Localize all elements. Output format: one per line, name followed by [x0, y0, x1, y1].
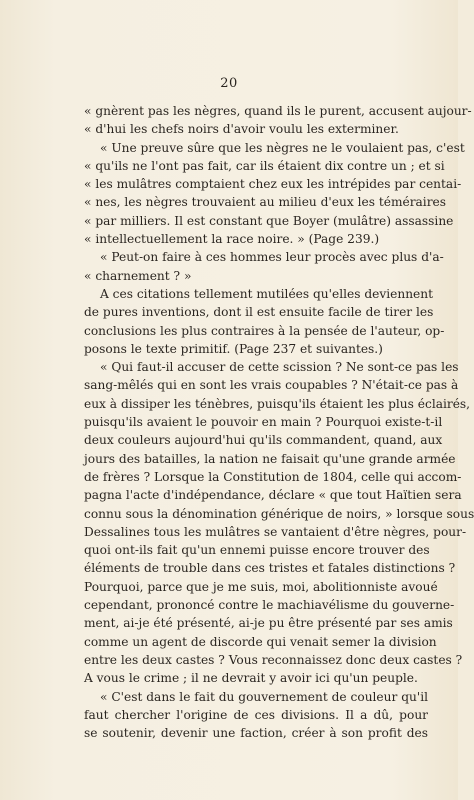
text-line: « C'est dans le fait du gouvernement de couleur qu'il: [100, 689, 428, 704]
text-line: « par milliers. Il est constant que Boyer (mulâtre) assassine: [84, 213, 454, 228]
text-line: faut chercher l'origine de ces divisions. Il a dû, pour: [84, 707, 428, 722]
text-line: conclusions les plus contraires à la pensée de l'auteur, op-: [84, 323, 445, 338]
text-line: comme un agent de discorde qui venait semer la division: [84, 634, 437, 649]
text-line: « Qui faut-il accuser de cette scission ? Ne sont-ce pas les: [100, 360, 459, 375]
text-line: connu sous la dénomination générique de noirs, » lorsque sous: [84, 506, 474, 521]
text-line: cependant, prononcé contre le machiavélisme du gouverne-: [84, 598, 455, 613]
text-line: « intellectuellement la race noire. » (Page 239.): [84, 232, 380, 247]
text-line: A vous le crime ; il ne devrait y avoir ici qu'un peuple.: [84, 671, 418, 686]
text-line: A ces citations tellement mutilées qu'elles deviennent: [100, 286, 434, 301]
text-line: quoi ont-ils fait qu'un ennemi puisse encore trouver des: [84, 543, 430, 558]
text-line: ment, ai-je été présenté, ai-je pu être présenté par ses amis: [84, 616, 453, 631]
text-line: « gnèrent pas les nègres, quand ils le purent, accusent aujour-: [84, 104, 472, 118]
text-line: jours des batailles, la nation ne faisait qu'une grande armée: [84, 451, 456, 466]
text-line: éléments de trouble dans ces tristes et fatales distinctions ?: [84, 561, 456, 576]
text-line: « d'hui les chefs noirs d'avoir voulu les exterminer.: [84, 122, 399, 137]
text-line: Dessalines tous les mulâtres se vantaient d'être nègres, pour-: [84, 524, 467, 539]
text-line: « Une preuve sûre que les nègres ne le voulaient pas, c'est: [100, 140, 465, 155]
text-line: sang-mêlés qui en sont les vrais coupables ? N'était-ce pas à: [84, 378, 459, 393]
text-line: « les mulâtres comptaient chez eux les intrépides par centai-: [84, 177, 462, 192]
text-line: « Peut-on faire à ces hommes leur procès avec plus d'a-: [100, 250, 444, 265]
text-line: de frères ? Lorsque la Constitution de 1804, celle qui accom-: [84, 469, 462, 484]
text-line: « charnement ? »: [84, 268, 192, 283]
text-line: entre les deux castes ? Vous reconnaissez donc deux castes ?: [84, 652, 463, 667]
text-line: posons le texte primitif. (Page 237 et suivantes.): [84, 341, 383, 356]
text-line: Pourquoi, parce que je me suis, moi, abolitionniste avoué: [84, 579, 438, 594]
page-number: 20: [220, 76, 238, 91]
body-text: [84, 102, 474, 742]
text-line: de pures inventions, dont il est ensuite facile de tirer les: [84, 305, 434, 320]
text-line: deux couleurs aujourd'hui qu'ils commandent, quand, aux: [84, 433, 443, 448]
text-line: « nes, les nègres trouvaient au milieu d'eux les téméraires: [84, 195, 446, 210]
text-line: puisqu'ils avaient le pouvoir en main ? Pourquoi existe-t-il: [84, 415, 443, 430]
text-line: « qu'ils ne l'ont pas fait, car ils étaient dix contre un ; et si: [84, 158, 445, 173]
text-line: pagna l'acte d'indépendance, déclare « que tout Haïtien sera: [84, 488, 462, 503]
text-line: eux à dissiper les ténèbres, puisqu'ils étaient les plus éclairés,: [84, 396, 471, 411]
text-line: se soutenir, devenir une faction, créer à son profit des: [84, 726, 428, 741]
